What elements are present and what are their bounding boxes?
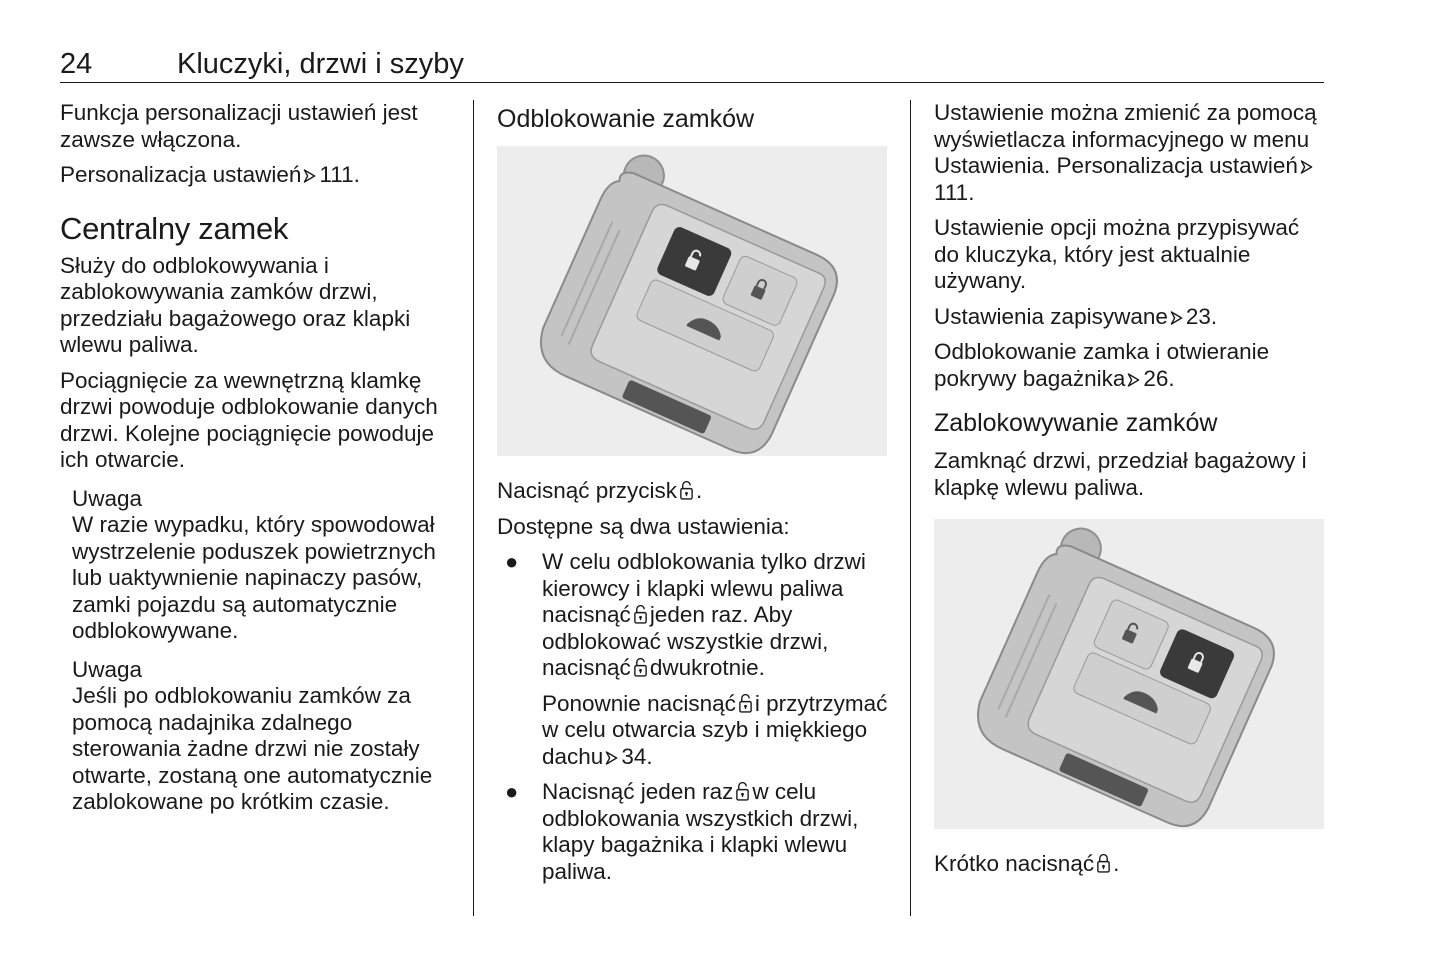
note-box [60,486,455,816]
lock-icon [1096,853,1111,874]
page-reference-icon [1170,310,1183,326]
list-item [497,549,892,770]
unlock-icon [738,693,753,714]
bullet: ● [505,549,519,574]
paragraph: Ustawienia zapisywane 23. [934,303,1218,329]
unlock-icon [679,480,694,501]
settings-list [497,549,892,885]
column-right [934,100,1329,887]
paragraph: Pociągnięcie za wewnętrzną klamkę drzwi powoduje odblokowanie danych drzwi. Kolejne pociągnięcie powoduje ich otwarcie. [60,367,438,472]
column-middle [497,100,892,894]
bullet-text: Nacisnąć jeden raz w celu odblokowania wszystkich drzwi, klapy bagażnika i klapki wlewu paliwa. [542,779,859,884]
paragraph: Ustawienie można zmienić za pomocą wyświetlacza informacyjnego w menu Ustawienia. Personalizacja ustawień111. [934,100,1317,205]
note-title: Uwaga [72,485,143,511]
page-reference-icon [303,168,316,184]
note-text: W razie wypadku, który spowodował wystrzelenie poduszek powietrznych lub uaktywnienie napinaczy pasów, zamki pojazdu są automatycznie odblokowywane. [72,512,436,643]
bullet-text: W celu odblokowania tylko drzwi kierowcy i klapki wlewu paliwa nacisnąć jeden raz. Aby odblokować wszystkie drzwi, nacisnąć dwukrotnie. [542,549,866,680]
column-divider [910,100,911,916]
column-left [60,100,455,828]
list-item [497,779,892,885]
short-press-instruction: Krótko nacisnąć . [934,851,1120,876]
press-button-instruction: Nacisnąć przycisk . [497,478,703,503]
note-title: Uwaga [72,656,143,682]
section-heading-central-lock: Centralny zamek [60,210,289,246]
paragraph: Zamknąć drzwi, przedział bagażowy i klapkę wlewu paliwa. [934,448,1307,500]
unlock-icon [633,657,648,678]
bullet: ● [505,779,519,804]
reference-page: 111. [319,162,360,187]
unlock-icon [633,604,648,625]
subheading-lock: Zablokowywanie zamków [934,409,1218,437]
paragraph: Odblokowanie zamka i otwieranie pokrywy bagażnika 26. [934,339,1270,391]
reference-label: Personalizacja ustawień [60,162,302,187]
paragraph: Służy do odblokowywania i zablokowywania zamków drzwi, przedziału bagażowego oraz klapki wlewu paliwa. [60,252,411,357]
unlock-icon [735,781,750,802]
paragraph: Ustawienie opcji można przypisywać do kluczyka, który jest aktualnie używany. [934,215,1300,293]
subheading-unlock: Odblokowanie zamków [497,105,755,133]
page-number: 24 [60,48,93,80]
intro-text: Funkcja personalizacji ustawień jest zawsze włączona. [60,100,418,152]
page-reference-icon [605,750,618,766]
bullet-subtext: Ponownie nacisnąć i przytrzymać w celu otwarcia szyb i miękkiego dachu 34. [542,690,888,769]
key-fob-unlock-illustration [497,146,887,456]
key-fob [966,519,1292,829]
key-fob-lock-illustration [934,519,1324,829]
page-header [60,44,1324,83]
personalization-reference [60,162,455,189]
key-fob [529,146,855,456]
chapter-title: Kluczyki, drzwi i szyby [177,48,464,80]
column-divider [473,100,474,916]
two-settings-text: Dostępne są dwa ustawienia: [497,513,790,539]
page-reference-icon [1127,372,1140,388]
note-text: Jeśli po odblokowaniu zamków za pomocą nadajnika zdalnego sterowania żadne drzwi nie zostały otwarte, zostaną one automatycznie zablokowane po krótkim czasie. [72,683,433,814]
page-reference-icon [1300,159,1313,175]
